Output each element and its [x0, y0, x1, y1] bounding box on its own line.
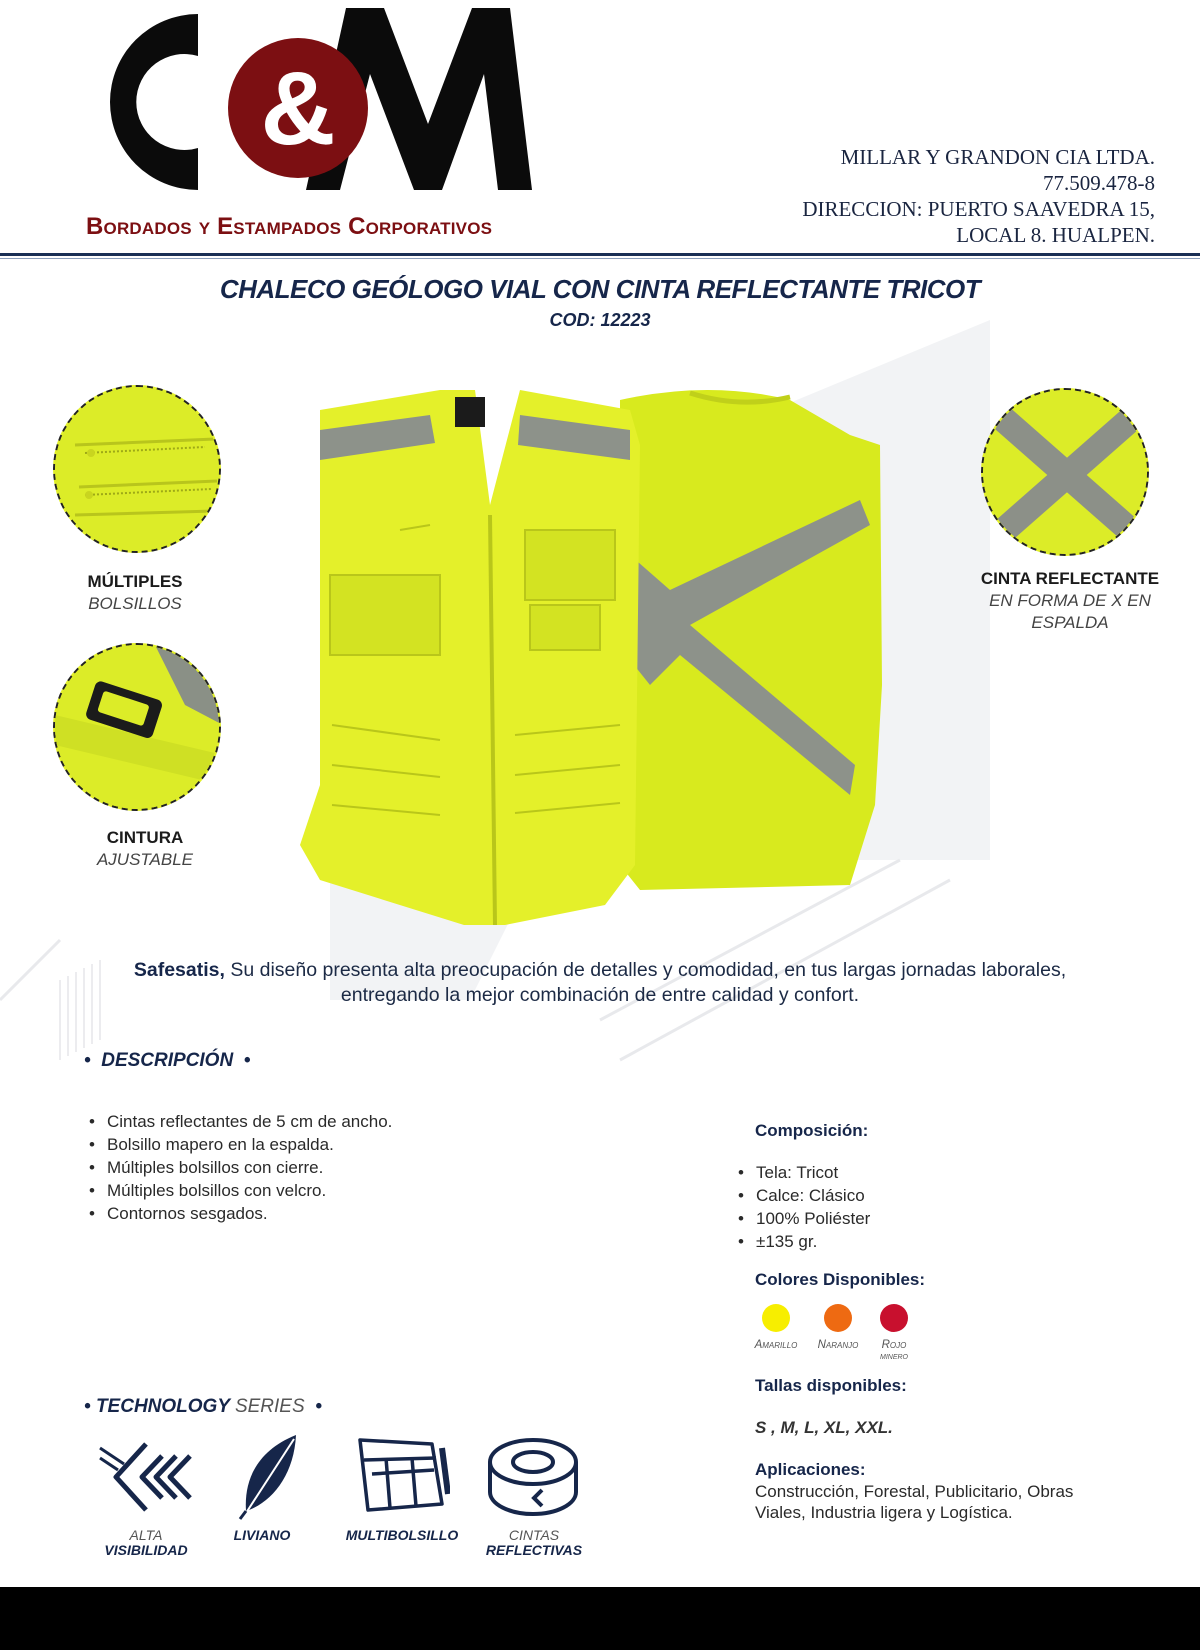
colors-heading: Colores Disponibles:: [755, 1270, 926, 1289]
waist-buckle-image: [53, 643, 221, 811]
feature-pockets-title: MÚLTIPLES: [87, 572, 183, 591]
company-name: MILLAR Y GRANDON CIA LTDA.: [840, 145, 1155, 169]
color-label-sub: minero: [880, 1351, 908, 1362]
description-item: • Bolsillo mapero en la espalda.: [88, 1133, 648, 1156]
color-label: Amarillo: [754, 1339, 798, 1351]
sizes-values: S , M, L, XL, XXL.: [755, 1418, 893, 1437]
multi-pocket-icon: [354, 1434, 450, 1520]
description-item: • Cintas reflectantes de 5 cm de ancho.: [88, 1110, 648, 1133]
vest-back: [620, 390, 882, 890]
composition-heading: Composición:: [755, 1121, 869, 1140]
reflective-x-detail-image: [981, 388, 1149, 556]
feature-tape-subtitle-1: EN FORMA DE X EN: [989, 591, 1151, 610]
composition-item: • ±135 gr.: [737, 1230, 1037, 1253]
tech-label-light: LIVIANO: [233, 1527, 291, 1543]
composition-item: • Tela: Tricot: [737, 1161, 1037, 1184]
feather-icon: [236, 1431, 306, 1521]
color-label: Rojo: [881, 1339, 907, 1351]
vest-product-image: [290, 385, 910, 925]
footer-bar: [0, 1587, 1200, 1650]
company-address-1: DIRECCION: PUERTO SAAVEDRA 15,: [802, 197, 1155, 221]
feature-waist-subtitle: AJUSTABLE: [96, 850, 194, 869]
feature-waist-title: CINTURA: [106, 828, 184, 847]
tape-roll-icon: [486, 1434, 580, 1520]
feature-tape-title: CINTA REFLECTANTE: [980, 569, 1160, 588]
pockets-detail-image: [53, 385, 221, 553]
composition-list: [737, 1161, 1037, 1253]
header-divider: [0, 253, 1200, 256]
cm-logo: [78, 4, 538, 200]
color-label: Naranjo: [817, 1339, 859, 1351]
feature-pockets-subtitle: BOLSILLOS: [88, 594, 182, 613]
sizes-heading: Tallas disponibles:: [755, 1376, 907, 1395]
description-item: • Múltiples bolsillos con velcro.: [88, 1179, 648, 1202]
product-title: CHALECO GEÓLOGO VIAL CON CINTA REFLECTANTE TRICOT: [219, 274, 981, 304]
svg-text:&: &: [260, 51, 336, 167]
applications-line: Viales, Industria ligera y Logística.: [755, 1503, 1013, 1522]
applications-heading: Aplicaciones:: [755, 1460, 866, 1479]
high-visibility-icon: [96, 1436, 196, 1518]
product-intro: [60, 958, 1140, 1008]
technology-heading: • TECHNOLOGY SERIES •: [84, 1396, 322, 1417]
applications-line: Construcción, Forestal, Publicitario, Obras: [755, 1482, 1074, 1501]
color-swatch-rojo-minero: [880, 1304, 908, 1332]
tech-label-pockets: MULTIBOLSILLO: [345, 1527, 459, 1543]
intro-line-2: entregando la mejor combinación de entre calidad y confort.: [340, 984, 860, 1006]
tech-label-tape: CINTAS REFLECTIVAS: [485, 1527, 583, 1558]
logo-tagline: Bordados y Estampados Corporativos: [86, 213, 493, 240]
description-item: • Contornos sesgados.: [88, 1202, 648, 1225]
company-address-2: LOCAL 8. HUALPEN.: [956, 223, 1155, 247]
composition-item: • 100% Poliéster: [737, 1207, 1037, 1230]
description-heading: • DESCRIPCIÓN •: [84, 1050, 251, 1071]
description-list: [88, 1110, 648, 1225]
feature-tape-subtitle-2: ESPALDA: [1031, 613, 1109, 632]
brand-name: Safesatis,: [133, 959, 225, 981]
tech-label-visibility: ALTA VISIBILIDAD: [104, 1527, 188, 1558]
color-swatch-amarillo: [762, 1304, 790, 1332]
description-item: • Múltiples bolsillos con cierre.: [88, 1156, 648, 1179]
color-swatch-naranjo: [824, 1304, 852, 1332]
company-rut: 77.509.478-8: [1043, 171, 1155, 195]
product-code: COD: 12223: [549, 310, 651, 330]
applications-text: [755, 1481, 1073, 1523]
vest-front: [300, 390, 640, 925]
composition-item: • Calce: Clásico: [737, 1184, 1037, 1207]
header-divider-thin: [0, 258, 1200, 259]
intro-line-1: Su diseño presenta alta preocupación de detalles y comodidad, en tus largas jornadas laborales,: [224, 959, 1067, 981]
